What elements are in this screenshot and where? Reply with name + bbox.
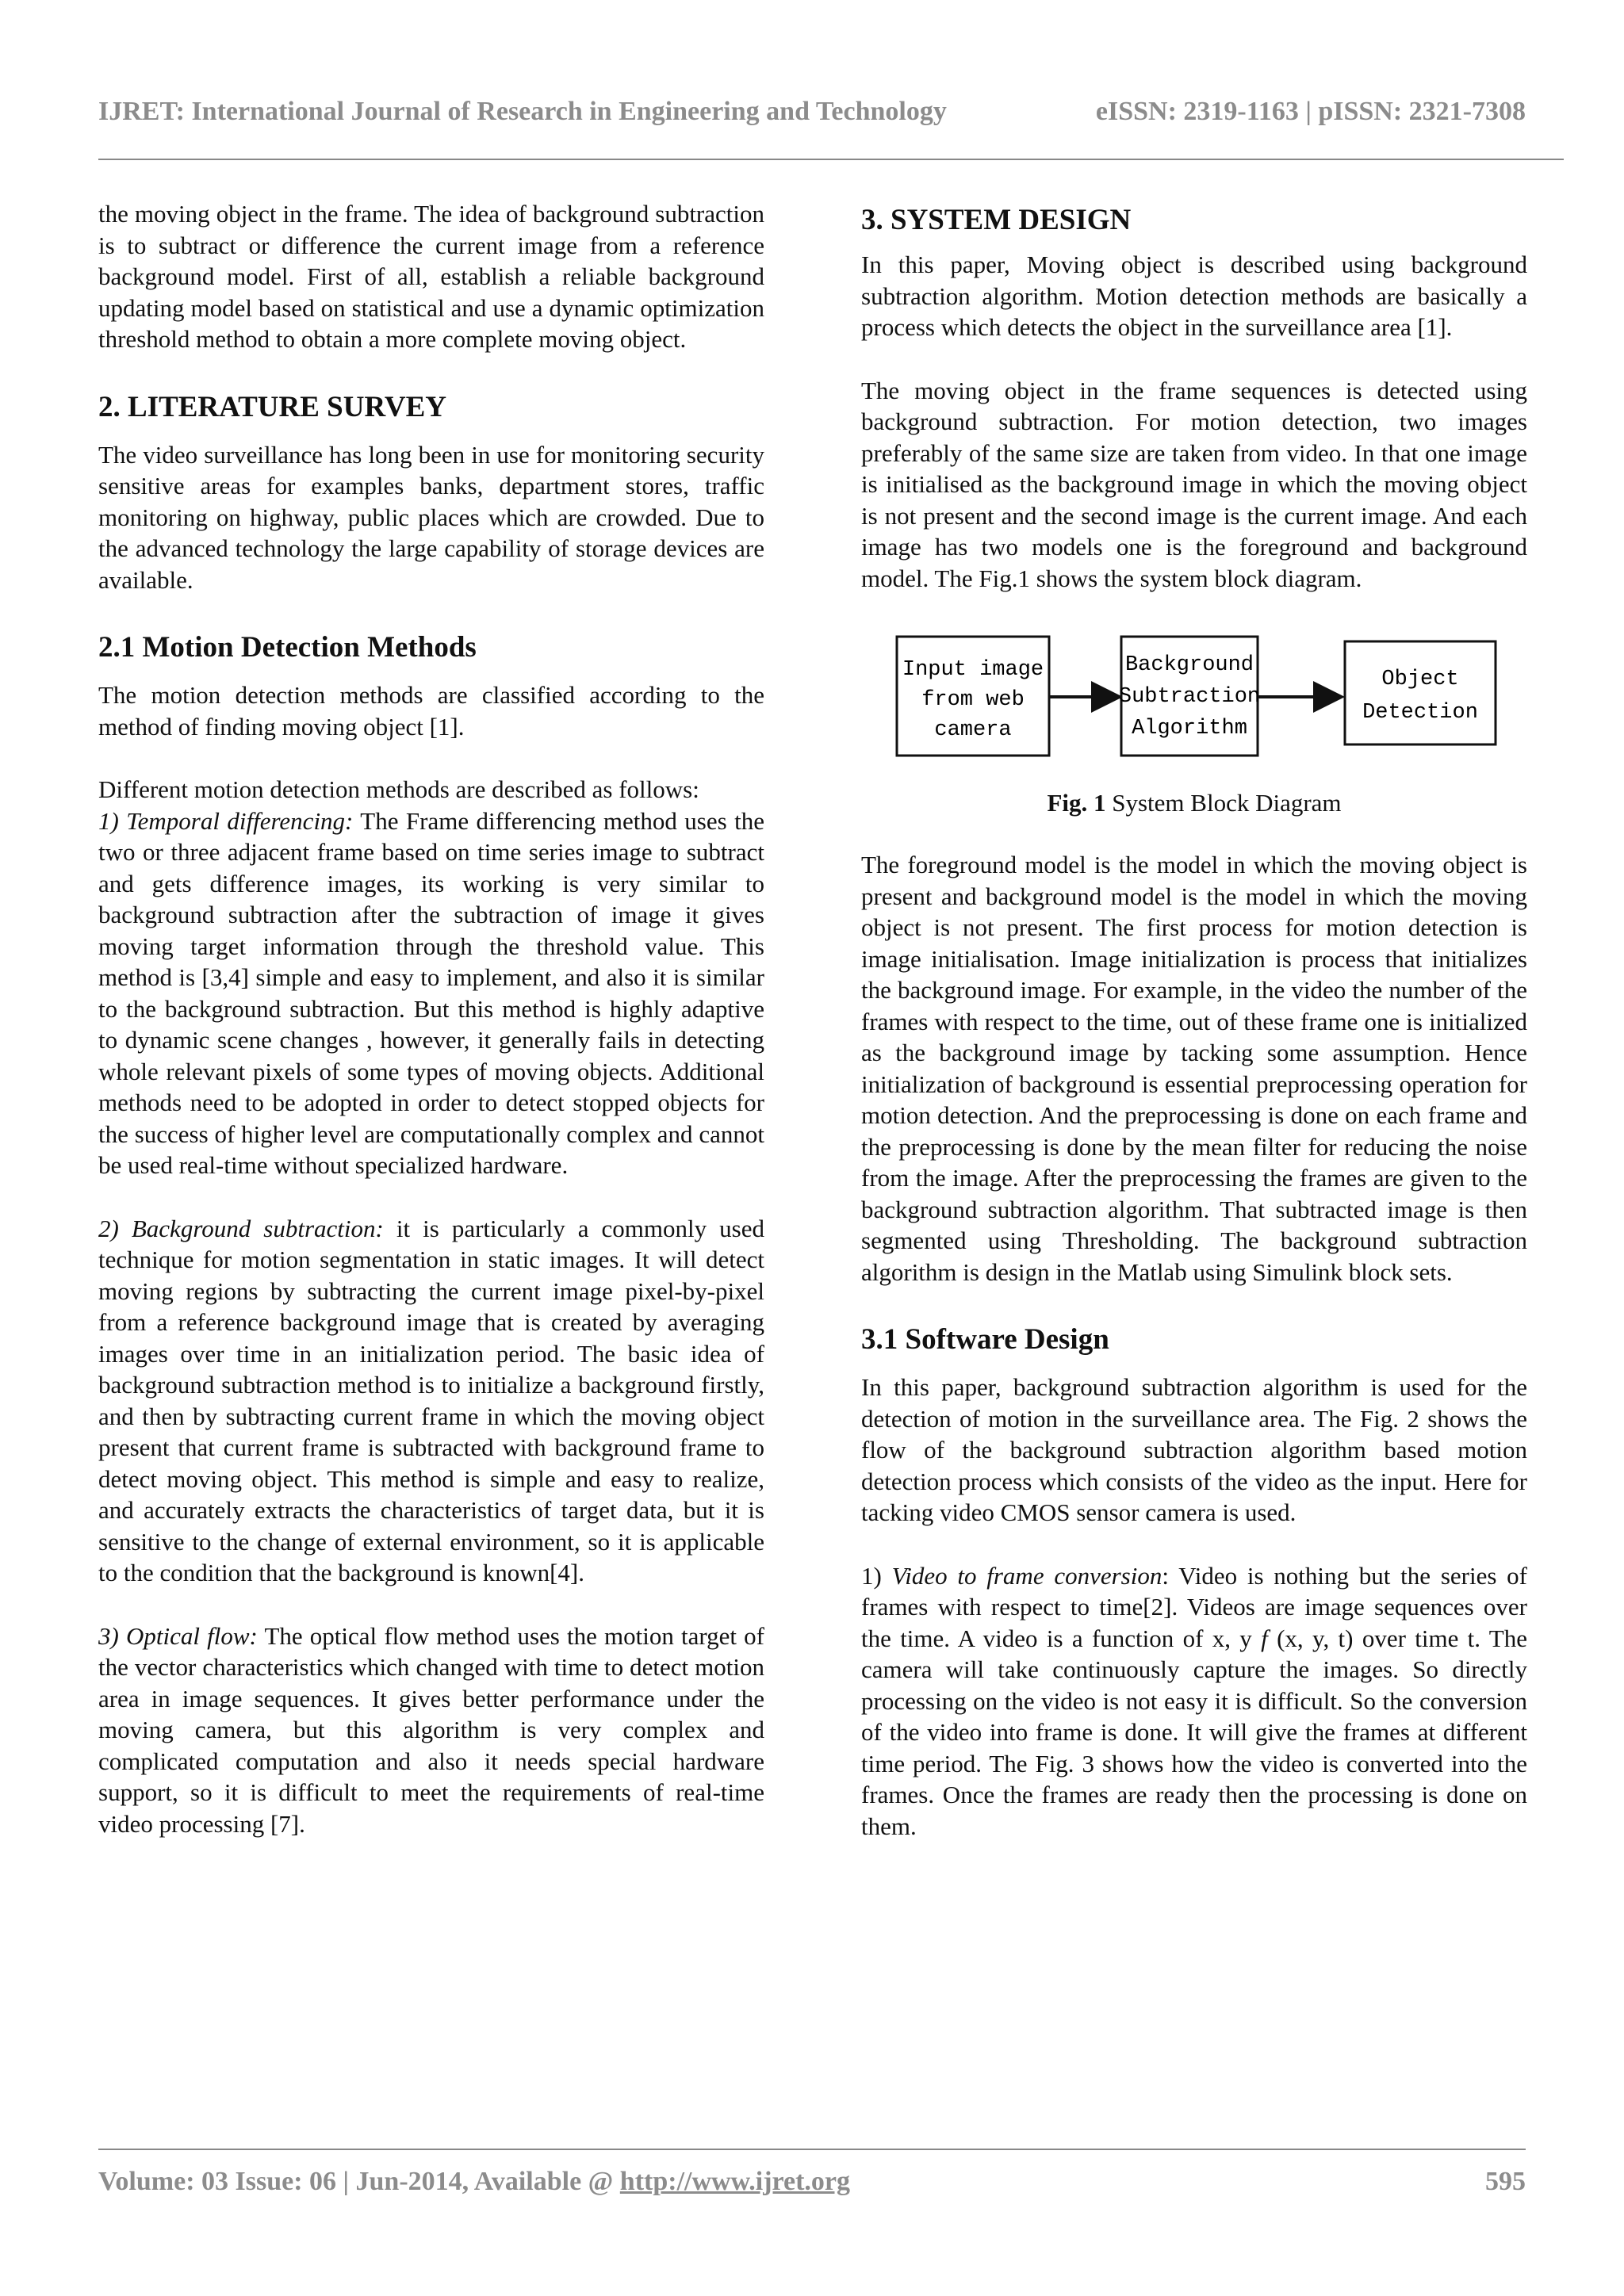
- journal-title: IJRET: International Journal of Research in Engineering and Technology: [98, 97, 947, 126]
- bgsub-block-line-2: Subtraction: [1118, 685, 1261, 709]
- background-subtraction-paragraph: [98, 1213, 764, 1589]
- bgsub-block-line-3: Algorithm: [1132, 717, 1247, 740]
- object-detection-block: [1345, 641, 1496, 744]
- video-to-frame-paragraph: [861, 1560, 1527, 1843]
- journal-link[interactable]: http://www.ijret.org: [619, 2167, 851, 2196]
- motion-detection-paragraph-2: Different motion detection methods are described as follows:: [98, 775, 699, 803]
- input-block-line-1: Input image: [902, 658, 1044, 682]
- issn-text: eISSN: 2319-1163 | pISSN: 2321-7308: [1095, 97, 1526, 126]
- page-header: [98, 97, 1526, 127]
- optical-flow-text: The optical flow method uses the motion target of the vector characteristics which changed with time to detect motion area in image sequences. It gives better performance under the moving camera, but this algorithm is very complex and complicated computation and also it needs special hardware support, so it is difficult to meet the requirements of real-time video processing [7].: [98, 1621, 764, 1838]
- motion-detection-heading: 2.1 Motion Detection Methods: [98, 631, 477, 664]
- object-block-line-2: Detection: [1362, 701, 1478, 725]
- system-block-diagram: [861, 626, 1527, 784]
- video-to-frame-text-1: : Video is nothing but the series of frames with respect to time[2]. Videos are image sequences over the time. A video is a function of x, y: [861, 1561, 1527, 1652]
- temporal-differencing-label: 1) Temporal differencing:: [98, 806, 354, 835]
- temporal-differencing-text: The Frame differencing method uses the two or three adjacent frame based on time series image to subtract and gets difference images, its working is very similar to background subtraction after the subtraction of image it gives moving target information through the threshold value. This method is [3,4] simple and easy to implement, and also it is similar to the background subtraction. But this method is highly adaptive to dynamic scene changes , however, it generally fails in detecting whole relevant pixels of some types of moving objects. Additional methods need to be adopted in order to detect stopped objects for the success of higher level are computationally complex and cannot be used real-time without specialized hardware.: [98, 806, 764, 1179]
- system-design-heading: 3. SYSTEM DESIGN: [861, 204, 1132, 236]
- optical-flow-label: 3) Optical flow:: [98, 1621, 258, 1650]
- right-column: [861, 198, 1527, 1842]
- literature-survey-heading: 2. LITERATURE SURVEY: [98, 390, 447, 423]
- header-divider: [98, 159, 1564, 160]
- bgsub-block-line-1: Background: [1124, 653, 1254, 677]
- video-to-frame-prefix: 1): [861, 1561, 892, 1590]
- footer-volume-text: Volume: 03 Issue: 06 | Jun-2014, Available @: [98, 2167, 620, 2196]
- input-block-line-2: from web: [921, 688, 1025, 712]
- background-subtraction-text: it is particularly a commonly used technique for motion segmentation in static images. It will detect moving regions by subtracting the current image pixel-by-pixel from a reference background image that is created by averaging images over time in an initialization period. The basic idea of background subtraction method is to initialize a background firstly, and then by subtracting current frame in which the moving object present that current frame is subtracted with background frame to detect moving object. This method is simple and easy to realize, and accurately extracts the characteristics of target data, but it is sensitive to the change of external environment, so it is applicable to the condition that the background is known[4].: [98, 1214, 764, 1586]
- function-symbol: f: [1261, 1624, 1268, 1652]
- block-diagram-svg: [861, 626, 1527, 784]
- video-to-frame-label: Video to frame conversion: [891, 1561, 1162, 1590]
- software-design-heading: 3.1 Software Design: [861, 1323, 1109, 1356]
- optical-flow-paragraph: [98, 1621, 764, 1840]
- system-design-paragraph-2: The moving object in the frame sequences is detected using background subtraction. For motion detection, two images preferably of the same size are taken from video. In that one image is initialised as the background image in which the moving object is not present and the second image is the current image. And each image has two models one is the foreground and background model. The Fig.1 shows the system block diagram.: [861, 376, 1527, 592]
- background-subtraction-label: 2) Background subtraction:: [98, 1214, 384, 1242]
- figure-label: Fig. 1: [1047, 789, 1106, 817]
- footer-divider: [98, 2149, 1526, 2150]
- intro-paragraph: the moving object in the frame. The idea of background subtraction is to subtract or difference the current image from a reference background model. First of all, establish a reliable background updating model based on statistical and use a dynamic optimization threshold method to obtain a more complete moving object.: [98, 200, 764, 353]
- figure-caption-text: System Block Diagram: [1105, 789, 1342, 817]
- system-design-paragraph-1: In this paper, Moving object is described using background subtraction algorithm. Motion detection methods are basically a process which detects the object in the surveillance area [1].: [861, 251, 1527, 341]
- input-block-line-3: camera: [934, 718, 1012, 742]
- footer-volume: [98, 2167, 850, 2197]
- video-to-frame-text-2: (x, y, t) over time t. The camera will take continuously capture the images. So directly processing on the video is not easy it is difficult. So the conversion of the video into frame is done. It will give the frames at different time period. The Fig. 3 shows how the video is converted into the frames. Once the frames are ready then the processing is done on them.: [861, 1624, 1527, 1840]
- page-number: 595: [1485, 2167, 1526, 2196]
- software-design-paragraph: In this paper, background subtraction algorithm is used for the detection of motion in the surveillance area. The Fig. 2 shows the flow of the background subtraction algorithm based motion detection process which consists of the video as the input. Here for tacking video CMOS sensor camera is used.: [861, 1373, 1527, 1526]
- literature-survey-paragraph: The video surveillance has long been in use for monitoring security sensitive areas for examples banks, department stores, traffic monitoring on highway, public places which are crowded. Due to the advanced technology the large capability of storage devices are available.: [98, 440, 764, 594]
- foreground-model-paragraph: The foreground model is the model in which the moving object is present and background model is the model in which the moving object is not present. The first process for motion detection is image initialisation. Image initialization is process that initializes the background image. For example, in the video the number of the frames with respect to the time, out of these frame one is initialized as the background image by tacking some assumption. Hence initialization of background is essential preprocessing operation for motion detection. And the preprocessing is done on each frame and the preprocessing is done by the mean filter for reducing the noise from the image. After the preprocessing the frames are given to the background subtraction algorithm. That subtracted image is then segmented using Thresholding. The background subtraction algorithm is design in the Matlab using Simulink block sets.: [861, 851, 1527, 1286]
- motion-detection-paragraph-1: The motion detection methods are classified according to the method of finding moving object [1].: [98, 681, 764, 740]
- left-column: [98, 198, 764, 1839]
- object-block-line-1: Object: [1381, 668, 1459, 691]
- temporal-differencing-paragraph: [98, 806, 764, 1181]
- page-footer: [98, 2167, 1526, 2197]
- figure-caption: [861, 789, 1527, 817]
